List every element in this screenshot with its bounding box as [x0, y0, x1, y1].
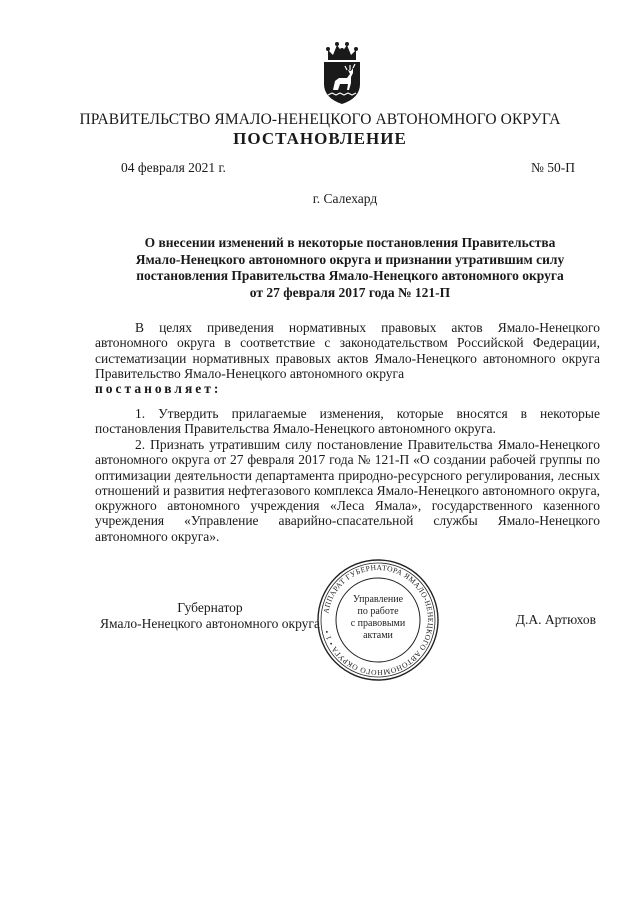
preamble-text: В целях приведения нормативных правовых актов Ямало-Ненецкого автономного округа в соответствие с законодательством Российской Федерации, систематизации нормативных правовых актов Ямало-Ненецкого автономного округа Правительство Ямало-Ненецкого автономного округа — [95, 320, 600, 381]
signatory-name: Д.А. Артюхов — [515, 612, 596, 627]
official-stamp — [316, 558, 440, 682]
coat-of-arms-emblem — [320, 40, 364, 106]
item-1-paragraph: 1. Утвердить прилагаемые изменения, которые вносятся в некоторые постановления Правительства Ямало-Ненецкого автономного округа. — [95, 406, 600, 437]
document-city: г. Салехард — [312, 191, 378, 206]
government-name: ПРАВИТЕЛЬСТВО ЯМАЛО-НЕНЕЦКОГО АВТОНОМНОГО ОКРУГА — [79, 111, 561, 128]
signatory-role — [95, 600, 325, 631]
stamp-line-2: по работе — [357, 606, 399, 617]
document-title — [95, 235, 605, 301]
stamp-line-3: с правовыми — [350, 618, 406, 629]
stamp-ring-text: АППАРАТ ГУБЕРНАТОРА ЯМАЛО-НЕНЕЦКОГО АВТОНОМНОГО ОКРУГА • 1 • — [321, 562, 436, 678]
document-number: № 50-П — [530, 160, 575, 175]
title-line-2: Ямало-Ненецкого автономного округа и признании утратившим силу — [135, 251, 565, 267]
document-date: 04 февраля 2021 г. — [121, 160, 226, 175]
title-line-3: постановления Правительства Ямало-Ненецкого автономного округа — [136, 268, 564, 283]
preamble-paragraph — [95, 320, 600, 396]
decree-word: постановляет: — [95, 381, 222, 397]
title-line-4: от 27 февраля 2017 года № 121-П — [249, 284, 451, 300]
stamp-line-1: Управление — [352, 594, 404, 605]
signatory-role-line-2: Ямало-Ненецкого автономного округа — [100, 615, 320, 631]
item-2-paragraph: 2. Признать утратившим силу постановление Правительства Ямало-Ненецкого автономного округа от 27 февраля 2017 года № 121-П «О создании рабочей группы по оптимизации деятельности департамента природно-ресурсного регулирования, лесных отношений и развития нефтегазового комплекса Ямало-Ненецкого автономного округа, окружного автономного учреждения «Леса Ямала», государственного казенного учреждения «Управление аварийно-спасательной службы Ямало-Ненецкого автономного округа». — [95, 437, 600, 544]
stamp-line-4: актами — [363, 630, 393, 641]
title-line-1: О внесении изменений в некоторые постановления Правительства — [144, 235, 556, 250]
document-type: ПОСТАНОВЛЕНИЕ — [233, 129, 407, 148]
signatory-role-line-1: Губернатор — [177, 600, 243, 615]
